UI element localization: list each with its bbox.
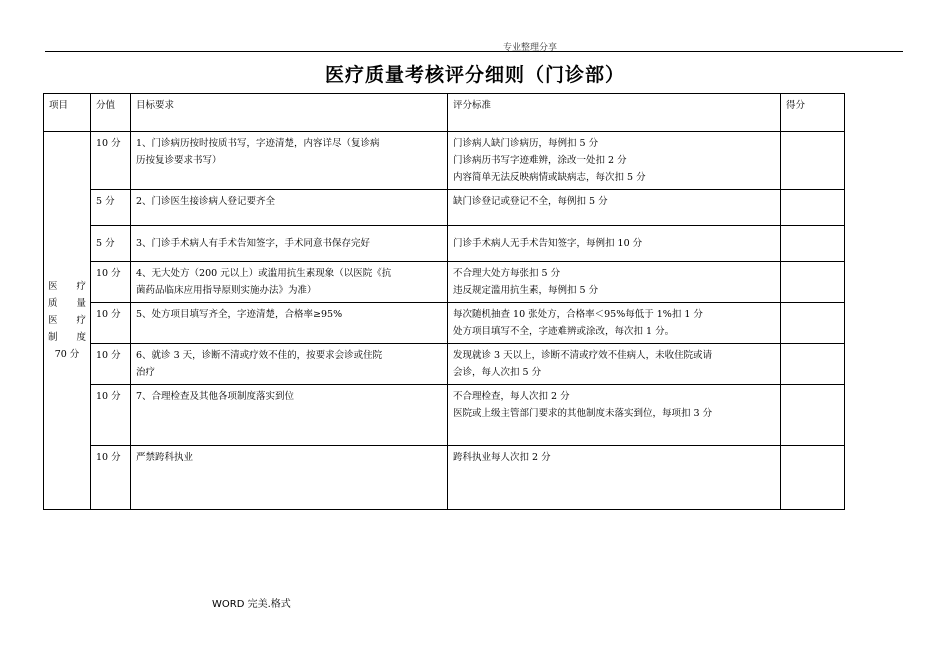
row-criteria xyxy=(448,385,781,446)
row-score: 10 分 xyxy=(91,132,131,190)
page-header: 专业整理分享 xyxy=(502,43,557,53)
column-header-target: 目标要求 xyxy=(131,94,448,132)
row-points xyxy=(781,385,845,446)
row-criteria xyxy=(448,262,781,303)
category-name-line: 质 量 xyxy=(48,298,86,309)
table-row xyxy=(44,190,845,226)
criteria-line: 内容简单无法反映病情或缺病志，每次扣 5 分 xyxy=(453,172,646,183)
row-criteria xyxy=(448,446,781,510)
target-line: 1、门诊病历按时按质书写，字迹清楚，内容详尽（复诊病 xyxy=(136,138,380,149)
row-target xyxy=(131,132,448,190)
criteria-line: 会诊，每人次扣 5 分 xyxy=(453,367,542,378)
scoring-table xyxy=(43,93,845,510)
category-name-line: 制 度 xyxy=(48,332,86,343)
row-score: 10 分 xyxy=(91,344,131,385)
page-footer: WORD 完美.格式 xyxy=(212,599,291,610)
row-points xyxy=(781,132,845,190)
category-name-line: 医 疗 xyxy=(48,281,86,292)
row-target xyxy=(131,446,448,510)
row-target xyxy=(131,344,448,385)
table-row xyxy=(44,226,845,262)
criteria-line: 缺门诊登记或登记不全，每例扣 5 分 xyxy=(453,196,608,207)
document-title: 医疗质量考核评分细则（门诊部） xyxy=(324,64,625,86)
row-target xyxy=(131,190,448,226)
row-criteria xyxy=(448,190,781,226)
header-divider xyxy=(45,51,903,52)
table-row xyxy=(44,344,845,385)
column-header-criteria: 评分标准 xyxy=(448,94,781,132)
criteria-line: 处方项目填写不全，字迹难辨或涂改，每次扣 1 分。 xyxy=(453,326,675,337)
criteria-line: 每次随机抽查 10 张处方，合格率＜95%每低于 1%扣 1 分 xyxy=(453,309,703,320)
row-target xyxy=(131,385,448,446)
criteria-line: 不合理检查，每人次扣 2 分 xyxy=(453,391,570,402)
category-score: 70 分 xyxy=(54,349,80,360)
row-target xyxy=(131,303,448,344)
row-criteria xyxy=(448,226,781,262)
row-points xyxy=(781,344,845,385)
row-score: 10 分 xyxy=(91,262,131,303)
criteria-line: 门诊手术病人无手术告知签字，每例扣 10 分 xyxy=(453,238,643,249)
target-line: 4、无大处方（200 元以上）或滥用抗生素现象（以医院《抗 xyxy=(136,268,392,279)
target-line: 6、就诊 3 天，诊断不清或疗效不佳的，按要求会诊或住院 xyxy=(136,350,383,361)
criteria-line: 发现就诊 3 天以上，诊断不清或疗效不佳病人，未收住院或请 xyxy=(453,350,713,361)
table-header-row xyxy=(44,94,845,132)
target-line: 治疗 xyxy=(136,367,156,378)
target-line: 历按复诊要求书写） xyxy=(136,155,222,166)
criteria-line: 门诊病历书写字迹难辨，涂改一处扣 2 分 xyxy=(453,155,627,166)
column-header-points: 得分 xyxy=(781,94,845,132)
row-score: 10 分 xyxy=(91,385,131,446)
row-points xyxy=(781,226,845,262)
target-line: 7、合理检查及其他各项制度落实到位 xyxy=(136,391,295,402)
column-header-score: 分值 xyxy=(91,94,131,132)
target-line: 2、门诊医生接诊病人登记要齐全 xyxy=(136,196,276,207)
row-points xyxy=(781,190,845,226)
criteria-line: 门诊病人缺门诊病历，每例扣 5 分 xyxy=(453,138,599,149)
category-name-line: 医 疗 xyxy=(48,315,86,326)
row-target xyxy=(131,262,448,303)
table-row xyxy=(44,132,845,190)
row-score: 10 分 xyxy=(91,446,131,510)
row-points xyxy=(781,262,845,303)
criteria-line: 跨科执业每人次扣 2 分 xyxy=(453,452,551,463)
criteria-line: 违反规定滥用抗生素，每例扣 5 分 xyxy=(453,285,599,296)
row-criteria xyxy=(448,132,781,190)
row-score: 10 分 xyxy=(91,303,131,344)
target-line: 5、处方项目填写齐全，字迹清楚，合格率≥95% xyxy=(136,309,343,320)
row-points xyxy=(781,303,845,344)
target-line: 3、门诊手术病人有手术告知签字，手术同意书保存完好 xyxy=(136,238,371,249)
row-target xyxy=(131,226,448,262)
criteria-line: 医院或上级主管部门要求的其他制度未落实到位，每项扣 3 分 xyxy=(453,408,713,419)
table-row xyxy=(44,446,845,510)
row-points xyxy=(781,446,845,510)
table-row xyxy=(44,385,845,446)
category-cell xyxy=(44,132,91,510)
table-row xyxy=(44,303,845,344)
table-row xyxy=(44,262,845,303)
row-criteria xyxy=(448,344,781,385)
row-score: 5 分 xyxy=(91,190,131,226)
target-line: 严禁跨科执业 xyxy=(136,452,194,463)
row-criteria xyxy=(448,303,781,344)
criteria-line: 不合理大处方每张扣 5 分 xyxy=(453,268,561,279)
row-score: 5 分 xyxy=(91,226,131,262)
target-line: 菌药品临床应用指导原则实施办法》为准） xyxy=(136,285,317,296)
column-header-item: 项目 xyxy=(44,94,91,132)
